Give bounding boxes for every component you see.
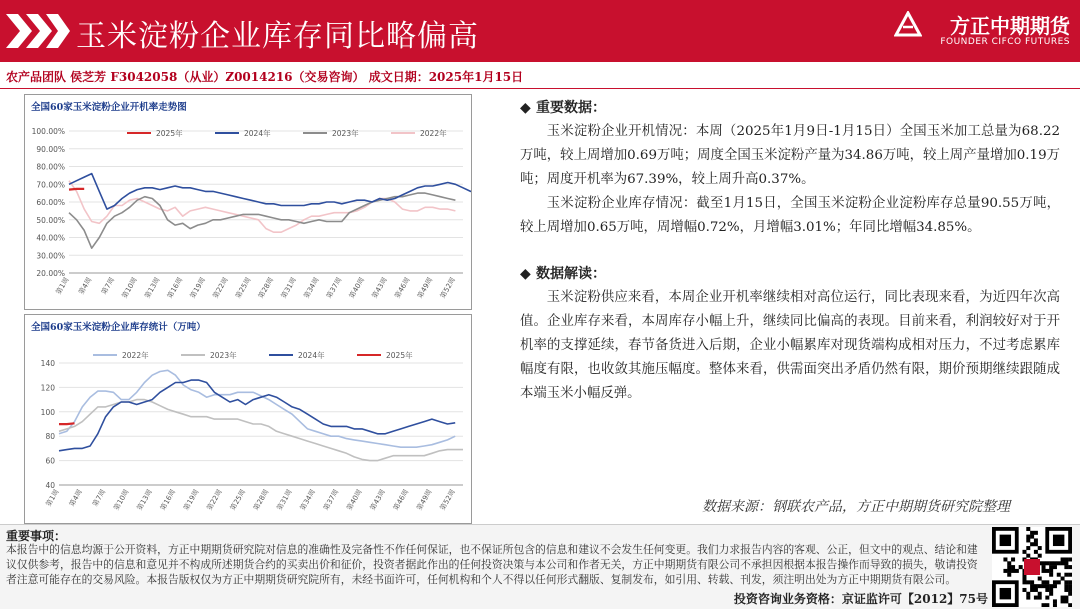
y-tick-label: 120: [40, 383, 55, 393]
x-tick-label: 第37周: [325, 276, 344, 300]
legend-label: 2025年: [386, 351, 413, 360]
series-line-2025年: [69, 189, 84, 190]
x-tick-label: 第10周: [120, 276, 139, 300]
series-line-2023年: [59, 400, 463, 461]
x-tick-label: 第43周: [370, 276, 389, 300]
x-tick-label: 第4周: [77, 276, 94, 296]
x-tick-label: 第52周: [438, 276, 458, 300]
y-tick-label: 20.00%: [36, 269, 65, 278]
x-tick-label: 第40周: [347, 276, 367, 300]
y-tick-label: 80.00%: [36, 162, 65, 172]
series-line-2025年: [59, 423, 75, 424]
y-tick-label: 80: [45, 432, 55, 442]
x-tick-label: 第25周: [234, 276, 253, 300]
brand-logo: [900, 8, 1070, 54]
x-tick-label: 第7周: [100, 276, 117, 296]
x-tick-label: 第25周: [228, 488, 248, 512]
x-tick-label: 第34周: [302, 276, 321, 300]
x-tick-label: 第7周: [91, 488, 108, 508]
chart-svg: [25, 315, 471, 523]
text-column: [520, 96, 1060, 406]
legend-label: 2024年: [298, 351, 325, 360]
x-tick-label: 第28周: [256, 276, 276, 300]
y-tick-label: 90.00%: [36, 144, 65, 154]
x-tick-label: 第13周: [143, 276, 162, 300]
y-tick-label: 100: [40, 407, 55, 417]
chart-inventory: [24, 314, 472, 524]
x-tick-label: 第19周: [182, 488, 201, 512]
paragraph-inventory: 玉米淀粉企业库存情况：截至1月15日，全国玉米淀粉企业淀粉库存总量90.55万吨，较上周增加0.65万吨，周增幅0.72%，月增幅3.01%；年同比增幅34.85%。: [520, 196, 1060, 235]
y-tick-label: 50.00%: [36, 215, 65, 225]
brand-name: 方正中期期货: [950, 14, 1070, 38]
page-title: 玉米淀粉企业库存同比略偏高: [76, 19, 479, 54]
x-tick-label: 第40周: [345, 488, 364, 512]
header-bar: [0, 0, 1080, 62]
series-line-2022年: [59, 370, 455, 447]
series-line-2022年: [69, 181, 455, 233]
x-tick-label: 第52周: [438, 488, 457, 512]
x-tick-label: 第31周: [275, 488, 294, 512]
x-tick-label: 第46周: [393, 276, 412, 300]
disclaimer-body: 本报告中的信息均源于公开资料，方正中期期货研究院对信息的准确性及完备性不作任何保证，也不保证所包含的信息和建议不会发生任何变更。我们力求报告内容的客观、公正，但文中的观点、结论和建议仅供参考，报告中的信息和意见并不构成所述期货合约的买卖出价和征价，投资者据此作出的任何投资决策与本公司和作者无关，方正中期期货有限公司不承担因根据本报告操作而导致的损失，敬请投资者注意可能存在的交易风险。本报告版权仅为方正中期期货研究院所有，未经书面许可，任何机构和个人不得以任何形式翻版、复制发布，如引用、转载、刊发，须注明出处为方正中期期货有限公司。: [6, 543, 978, 587]
chart-svg: [25, 95, 471, 309]
divider: [0, 88, 1080, 89]
legend-label: 2022年: [420, 129, 447, 138]
footer-disclaimer: [0, 524, 1080, 609]
section-heading-analysis: [520, 262, 1060, 286]
x-tick-label: 第22周: [205, 488, 224, 512]
x-tick-label: 第4周: [67, 488, 85, 508]
y-tick-label: 70.00%: [36, 180, 65, 190]
chart-title: 全国60家玉米淀粉企业开机率走势图: [31, 102, 187, 113]
legend-label: 2025年: [156, 129, 183, 138]
chart-title: 全国60家玉米淀粉企业库存统计（万吨）: [31, 322, 206, 333]
diamond-bullet-icon: ◆: [520, 266, 531, 282]
x-tick-label: 第16周: [165, 276, 185, 300]
y-tick-label: 30.00%: [36, 251, 65, 261]
y-tick-label: 140: [40, 359, 55, 368]
y-tick-label: 40: [45, 481, 55, 490]
x-tick-label: 第1周: [54, 276, 71, 296]
x-tick-label: 第43周: [368, 488, 388, 512]
chart-operating-rate: [24, 94, 472, 310]
x-tick-label: 第46周: [391, 488, 411, 512]
heading-text: 数据解读：: [536, 266, 606, 282]
section-heading-key-data: [520, 96, 1060, 120]
y-tick-label: 100.00%: [31, 127, 65, 136]
author-meta: 农产品团队 侯芝芳 F3042058（从业）Z0014216（交易咨询） 成文日期：2025年1月15日: [6, 70, 524, 84]
legend-label: 2023年: [332, 129, 359, 138]
legend-label: 2022年: [122, 351, 149, 360]
founder-logo-icon: [894, 11, 922, 37]
legend-label: 2024年: [244, 129, 271, 138]
series-line-2024年: [59, 380, 455, 451]
x-tick-label: 第37周: [322, 488, 341, 512]
heading-text: 重要数据：: [536, 100, 606, 116]
x-tick-label: 第19周: [188, 276, 208, 300]
x-tick-label: 第31周: [279, 276, 299, 300]
qr-code-icon[interactable]: [992, 527, 1072, 607]
y-tick-label: 60: [45, 456, 55, 466]
x-tick-label: 第49周: [415, 488, 434, 512]
legend-label: 2023年: [210, 351, 237, 360]
disclaimer-title: 重要事项：: [6, 529, 67, 543]
x-tick-label: 第13周: [135, 488, 154, 512]
series-line-2024年: [69, 174, 471, 210]
x-tick-label: 第34周: [298, 488, 318, 512]
x-tick-label: 第16周: [158, 488, 178, 512]
chevrons-icon: [6, 14, 70, 48]
data-source: 数据来源：钢联农产品，方正中期期货研究院整理: [702, 499, 1010, 515]
brand-english: FOUNDER CIFCO FUTURES: [940, 37, 1070, 47]
x-tick-label: 第28周: [252, 488, 271, 512]
diamond-bullet-icon: ◆: [520, 100, 531, 116]
x-tick-label: 第10周: [112, 488, 131, 512]
y-tick-label: 60.00%: [36, 198, 65, 207]
x-tick-label: 第22周: [211, 276, 230, 300]
license-text: 投资咨询业务资格：京证监许可【2012】75号: [733, 592, 988, 606]
paragraph-operating: 玉米淀粉企业开机情况：本周（2025年1月9日-1月15日）全国玉米加工总量为68.22万吨，较上周增加0.69万吨；周度全国玉米淀粉产量为34.86万吨，较上周产量增加0.19万吨；周度开机率为67.39%，较上周升高0.37%。: [520, 124, 1060, 187]
x-tick-label: 第1周: [44, 488, 61, 508]
paragraph-analysis: 玉米淀粉供应来看，本周企业开机率继续相对高位运行，同比表现来看，为近四年次高值。企业库存来看，本周库存小幅上升，继续同比偏高的表现。目前来看，利润较好对于开机率的支撑延续，春节备货进入后期，企业小幅累库对现货端构成相对压力，不过考虑累库幅度有限，也收敛其施压幅度。整体来看，供需面突出矛盾仍然有限，期价预期继续跟随成本端玉米小幅反弹。: [520, 290, 1060, 401]
y-tick-label: 40.00%: [36, 233, 65, 243]
x-tick-label: 第49周: [416, 276, 435, 300]
